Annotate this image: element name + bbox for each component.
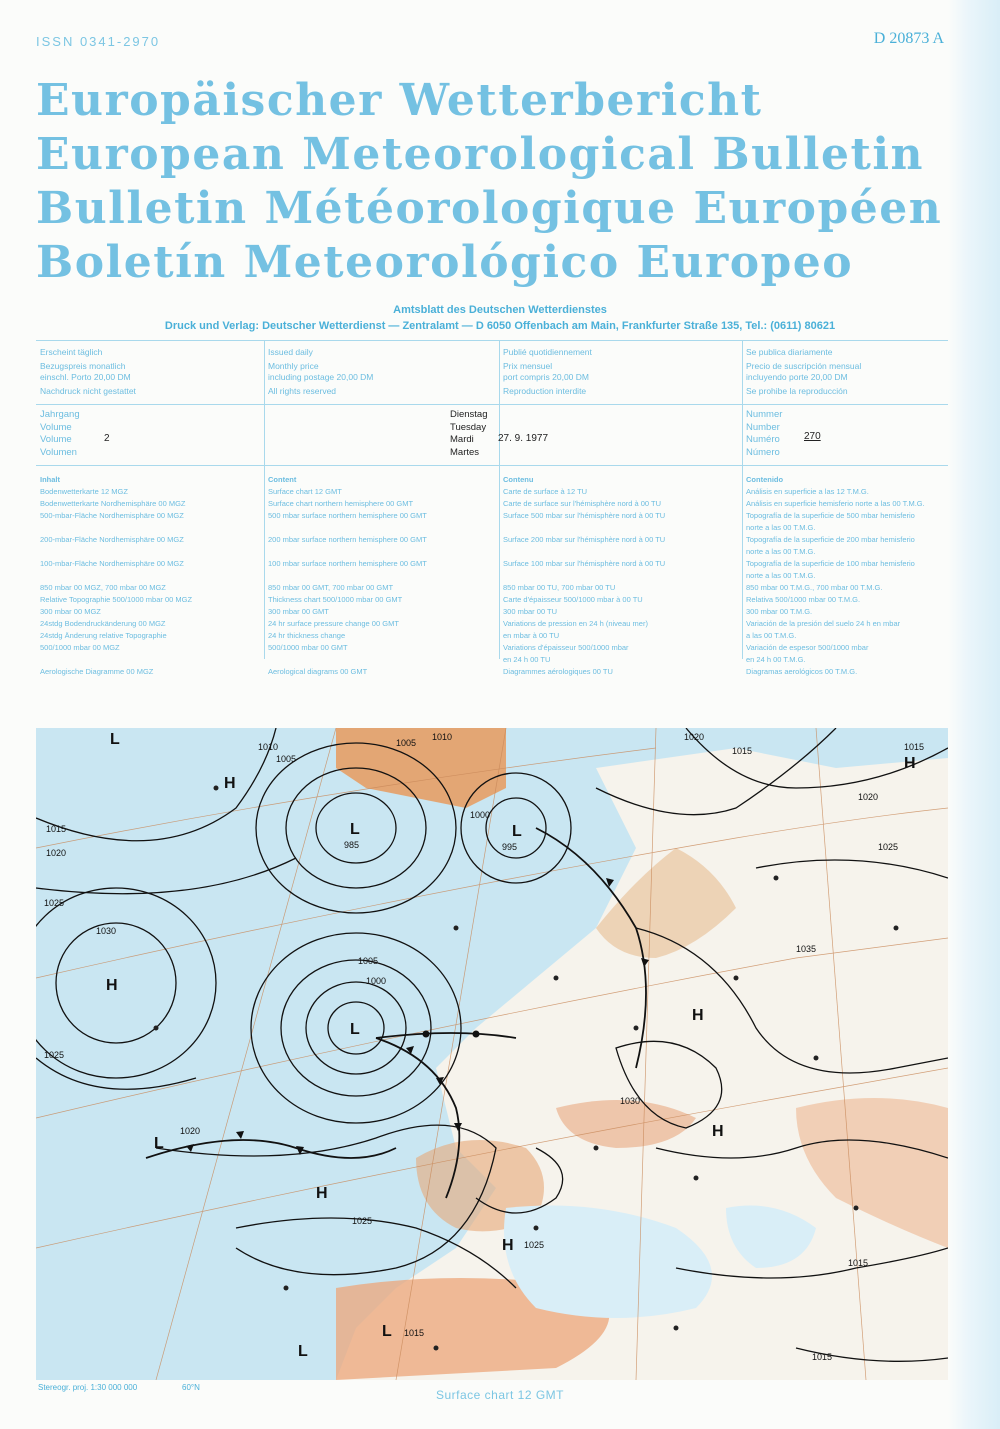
- front-semicircle: [423, 1031, 430, 1038]
- low-center: L: [110, 731, 120, 748]
- contents-item: [40, 570, 192, 582]
- pressure-label: 1025: [44, 898, 65, 908]
- contents-item: Relativa 500/1000 mbar 00 T.M.G.: [746, 595, 861, 604]
- document-code: D 20873 A: [873, 30, 944, 47]
- contents-item: Carte de surface à 12 TU: [503, 487, 588, 496]
- station-dot: [554, 976, 559, 981]
- contents-item: 500 mbar surface northern hemisphere 00 GMT: [268, 511, 427, 520]
- contents-item: en 24 h 00 TU: [503, 655, 551, 664]
- projection-scale: Stereogr. proj. 1:30 000 000: [38, 1383, 138, 1392]
- contents-title: Inhalt: [40, 475, 60, 484]
- contents-item: [268, 654, 427, 666]
- info-text: einschl. Porto 20,00 DM: [40, 372, 131, 382]
- low-center: L: [154, 1135, 164, 1152]
- contents-item: 200-mbar-Fläche Nordhemisphäre 00 MGZ: [40, 535, 184, 544]
- high-center: H: [712, 1123, 724, 1140]
- station-dot: [894, 926, 899, 931]
- contents-item: norte a las 00 T.M.G.: [746, 547, 816, 556]
- info-text: port compris 20,00 DM: [503, 372, 589, 382]
- contents-item: Variations d'épaisseur 500/1000 mbar: [503, 643, 629, 652]
- info-text: Erscheint täglich: [40, 347, 103, 357]
- contents-item: [503, 546, 665, 558]
- publisher-line: Druck und Verlag: Deutscher Wetterdienst — Zentralamt — D 6050 Offenbach am Main, Frankfurter Straße 135, Tel.: (0611) 80621: [164, 320, 836, 332]
- issue-number: 270: [804, 431, 821, 442]
- pressure-label: 1025: [352, 1216, 373, 1226]
- contents-item: Variations de pression en 24 h (niveau mer): [503, 619, 648, 628]
- contents-item: 500/1000 mbar 00 GMT: [268, 643, 348, 652]
- number-labels: [746, 409, 782, 459]
- info-text: Se prohibe la reproducción: [746, 386, 848, 396]
- day-label: Martes: [450, 446, 480, 458]
- contents-item: [503, 570, 665, 582]
- low-center: L: [350, 821, 360, 838]
- contents-item: [268, 570, 427, 582]
- day-label: Dienstag: [450, 409, 488, 420]
- contents-item: en mbar à 00 TU: [503, 631, 560, 640]
- pressure-label: 1010: [432, 732, 453, 742]
- station-dot: [814, 1056, 819, 1061]
- contents-item: a las 00 T.M.G.: [746, 631, 797, 640]
- contents-item: [40, 546, 192, 558]
- contents-item: 850 mbar 00 T.M.G., 700 mbar 00 T.M.G.: [746, 583, 883, 592]
- day-label: Mardi: [450, 434, 474, 445]
- high-center: H: [224, 775, 236, 792]
- contents-item: [503, 522, 665, 534]
- station-dot: [434, 1346, 439, 1351]
- map-caption: Surface chart 12 GMT: [435, 1388, 565, 1402]
- info-grid: [36, 340, 948, 676]
- info-text: Se publica diariamente: [746, 347, 833, 357]
- pressure-label: 1020: [180, 1126, 201, 1136]
- contents-item: Bodenwetterkarte Nordhemisphäre 00 MGZ: [40, 499, 186, 508]
- info-french: [503, 347, 592, 397]
- volume-label: Volume: [40, 421, 72, 433]
- info-text: including postage 20,00 DM: [268, 372, 374, 382]
- contents-item: Diagramas aerológicos 00 T.M.G.: [746, 667, 858, 676]
- pressure-label: 1025: [524, 1240, 545, 1250]
- contents-item: Carte d'épaisseur 500/1000 mbar à 00 TU: [503, 595, 643, 604]
- station-dot: [634, 1026, 639, 1031]
- station-dot: [674, 1326, 679, 1331]
- number-label: Number: [746, 421, 780, 433]
- pressure-label: 1020: [684, 732, 705, 742]
- contents-item: Aerologische Diagramme 00 MGZ: [40, 667, 154, 676]
- low-center: L: [382, 1323, 392, 1340]
- pressure-label: 1015: [732, 746, 753, 756]
- volume-labels: [40, 409, 80, 459]
- station-dot: [734, 976, 739, 981]
- contents-item: 850 mbar 00 GMT, 700 mbar 00 GMT: [268, 583, 394, 592]
- latitude-reference: 60°N: [182, 1383, 200, 1392]
- station-dot: [284, 1286, 289, 1291]
- station-dot: [694, 1176, 699, 1181]
- volume-label: Jahrgang: [40, 409, 80, 420]
- high-center: H: [904, 755, 916, 772]
- front-semicircle: [473, 1031, 480, 1038]
- pressure-label: 995: [502, 842, 518, 852]
- pressure-label: 1005: [358, 956, 379, 966]
- day-label: Tuesday: [450, 421, 487, 433]
- pressure-label: 1015: [848, 1258, 869, 1268]
- contents-item: Surface chart 12 GMT: [268, 487, 342, 496]
- contents-item: norte a las 00 T.M.G.: [746, 523, 816, 532]
- pressure-label: 1015: [904, 742, 925, 752]
- title-spanish: Boletín Meteorológico Europeo: [36, 237, 854, 288]
- pressure-label: 1015: [812, 1352, 833, 1362]
- contents-item: 300 mbar 00 T.M.G.: [746, 607, 813, 616]
- low-center: L: [298, 1343, 308, 1360]
- high-center: H: [106, 977, 118, 994]
- contents-item: [268, 546, 427, 558]
- contents-item: Topografía de la superficie de 100 mbar hemisferio: [746, 559, 915, 568]
- info-text: All rights reserved: [268, 386, 337, 396]
- contents-item: [40, 654, 192, 666]
- station-dot: [594, 1146, 599, 1151]
- contents-item: 200 mbar surface northern hemisphere 00 GMT: [268, 535, 427, 544]
- high-center: H: [316, 1185, 328, 1202]
- divider: [36, 404, 948, 405]
- volume-value: 2: [104, 433, 110, 444]
- number-label: Nummer: [746, 409, 783, 420]
- info-text: Issued daily: [268, 347, 313, 357]
- pressure-label: 1020: [46, 848, 67, 858]
- contents-title: Contenu: [503, 475, 534, 484]
- contents-item: [268, 522, 427, 534]
- contents-item: Carte de surface sur l'hémisphère nord à 00 TU: [503, 499, 662, 508]
- pressure-label: 1015: [404, 1328, 425, 1338]
- pressure-label: 1035: [796, 944, 817, 954]
- contents-item: 24stdg Änderung relative Topographie: [40, 631, 167, 640]
- contents-item: 500/1000 mbar 00 MGZ: [40, 643, 120, 652]
- title-german: Europäischer Wetterbericht: [36, 75, 763, 126]
- contents-french: [503, 474, 665, 678]
- info-text: Prix mensuel: [503, 361, 553, 371]
- contents-item: 24 hr thickness change: [268, 631, 346, 640]
- contents-item: 300 mbar 00 MGZ: [40, 607, 101, 616]
- official-gazette-line: Amtsblatt des Deutschen Wetterdienstes: [393, 304, 607, 316]
- pressure-label: 1020: [858, 792, 879, 802]
- contents-german: [40, 474, 192, 678]
- contents-item: Variación de la presión del suelo 24 h en mbar: [746, 619, 901, 628]
- contents-item: Aerological diagrams 00 GMT: [268, 667, 368, 676]
- pressure-label: 1005: [276, 754, 297, 764]
- title-english: European Meteorological Bulletin: [36, 129, 925, 180]
- contents-item: Surface 500 mbar sur l'hémisphère nord à 00 TU: [503, 511, 666, 520]
- contents-item: Surface 200 mbar sur l'hémisphère nord à 00 TU: [503, 535, 666, 544]
- info-text: Bezugspreis monatlich: [40, 361, 126, 371]
- pressure-label: 1025: [878, 842, 899, 852]
- info-text: Monthly price: [268, 361, 319, 371]
- station-dot: [454, 926, 459, 931]
- contents-item: 300 mbar 00 GMT: [268, 607, 329, 616]
- contents-item: 100 mbar surface northern hemisphere 00 GMT: [268, 559, 427, 568]
- contents-item: Thickness chart 500/1000 mbar 00 GMT: [268, 595, 403, 604]
- bulletin-titles: [36, 74, 956, 290]
- day-labels: [450, 409, 488, 459]
- pressure-label: 1030: [96, 926, 117, 936]
- contents-item: Topografía de la superficie de 500 mbar hemisferio: [746, 511, 915, 520]
- volume-label: Volume: [40, 434, 72, 445]
- contents-item: Análisis en superficie hemisferio norte a las 00 T.M.G.: [746, 499, 925, 508]
- contents-spanish: [746, 474, 925, 678]
- low-center: L: [512, 823, 522, 840]
- info-text: Publié quotidiennement: [503, 347, 592, 357]
- contents-item: 500-mbar-Fläche Nordhemisphäre 00 MGZ: [40, 511, 184, 520]
- info-english: [268, 347, 373, 397]
- info-german: [40, 347, 136, 397]
- contents-english: [268, 474, 427, 678]
- contents-item: Surface chart northern hemisphere 00 GMT: [268, 499, 414, 508]
- contents-item: 850 mbar 00 TU, 700 mbar 00 TU: [503, 583, 616, 592]
- volume-label: Volumen: [40, 446, 77, 458]
- contents-item: Relative Topographie 500/1000 mbar 00 MGZ: [40, 595, 193, 604]
- map-canvas: [36, 728, 948, 1380]
- pressure-label: 1000: [470, 810, 491, 820]
- station-dot: [774, 876, 779, 881]
- contents-item: Topografía de la superficie de 200 mbar hemisferio: [746, 535, 915, 544]
- station-dot: [534, 1226, 539, 1231]
- contents-title: Contenido: [746, 475, 784, 484]
- number-label: Número: [746, 446, 780, 458]
- title-french: Bulletin Météorologique Européen: [36, 183, 943, 234]
- contents-item: 300 mbar 00 TU: [503, 607, 558, 616]
- divider: [36, 465, 948, 466]
- contents-item: Bodenwetterkarte 12 MGZ: [40, 487, 128, 496]
- contents-title: Content: [268, 475, 297, 484]
- station-dot: [214, 786, 219, 791]
- info-text: Nachdruck nicht gestattet: [40, 386, 136, 396]
- contents-item: 850 mbar 00 MGZ, 700 mbar 00 MGZ: [40, 583, 166, 592]
- contents-item: Análisis en superficie a las 12 T.M.G.: [746, 487, 869, 496]
- station-dot: [154, 1026, 159, 1031]
- pressure-label: 1010: [258, 742, 279, 752]
- issue-date: 27. 9. 1977: [498, 433, 549, 444]
- pressure-label: 1000: [366, 976, 387, 986]
- pressure-label: 1025: [44, 1050, 65, 1060]
- low-center: L: [350, 1021, 360, 1038]
- contents-item: Surface 100 mbar sur l'hémisphère nord à 00 TU: [503, 559, 666, 568]
- pressure-label: 985: [344, 840, 360, 850]
- surface-weather-map: [36, 728, 948, 1380]
- info-spanish: [746, 347, 861, 397]
- info-text: incluyendo porte 20,00 DM: [746, 372, 848, 382]
- contents-item: norte a las 00 T.M.G.: [746, 571, 816, 580]
- contents-item: 100-mbar-Fläche Nordhemisphäre 00 MGZ: [40, 559, 184, 568]
- contents-item: 24 hr surface pressure change 00 GMT: [268, 619, 399, 628]
- station-dot: [854, 1206, 859, 1211]
- contents-item: Variación de espesor 500/1000 mbar: [746, 643, 869, 652]
- contents-item: 24stdg Bodendruckänderung 00 MGZ: [40, 619, 166, 628]
- contents-item: Diagrammes aérologiques 00 TU: [503, 667, 613, 676]
- pressure-label: 1005: [396, 738, 417, 748]
- pressure-label: 1015: [46, 824, 67, 834]
- number-label: Numéro: [746, 434, 780, 445]
- high-center: H: [692, 1007, 704, 1024]
- contents-item: en 24 h 00 T.M.G.: [746, 655, 806, 664]
- pressure-label: 1030: [620, 1096, 641, 1106]
- issn-number: ISSN 0341-2970: [36, 34, 161, 49]
- high-center: H: [502, 1237, 514, 1254]
- info-text: Reproduction interdite: [503, 386, 587, 396]
- contents-item: [40, 522, 192, 534]
- info-text: Precio de suscripción mensual: [746, 361, 862, 371]
